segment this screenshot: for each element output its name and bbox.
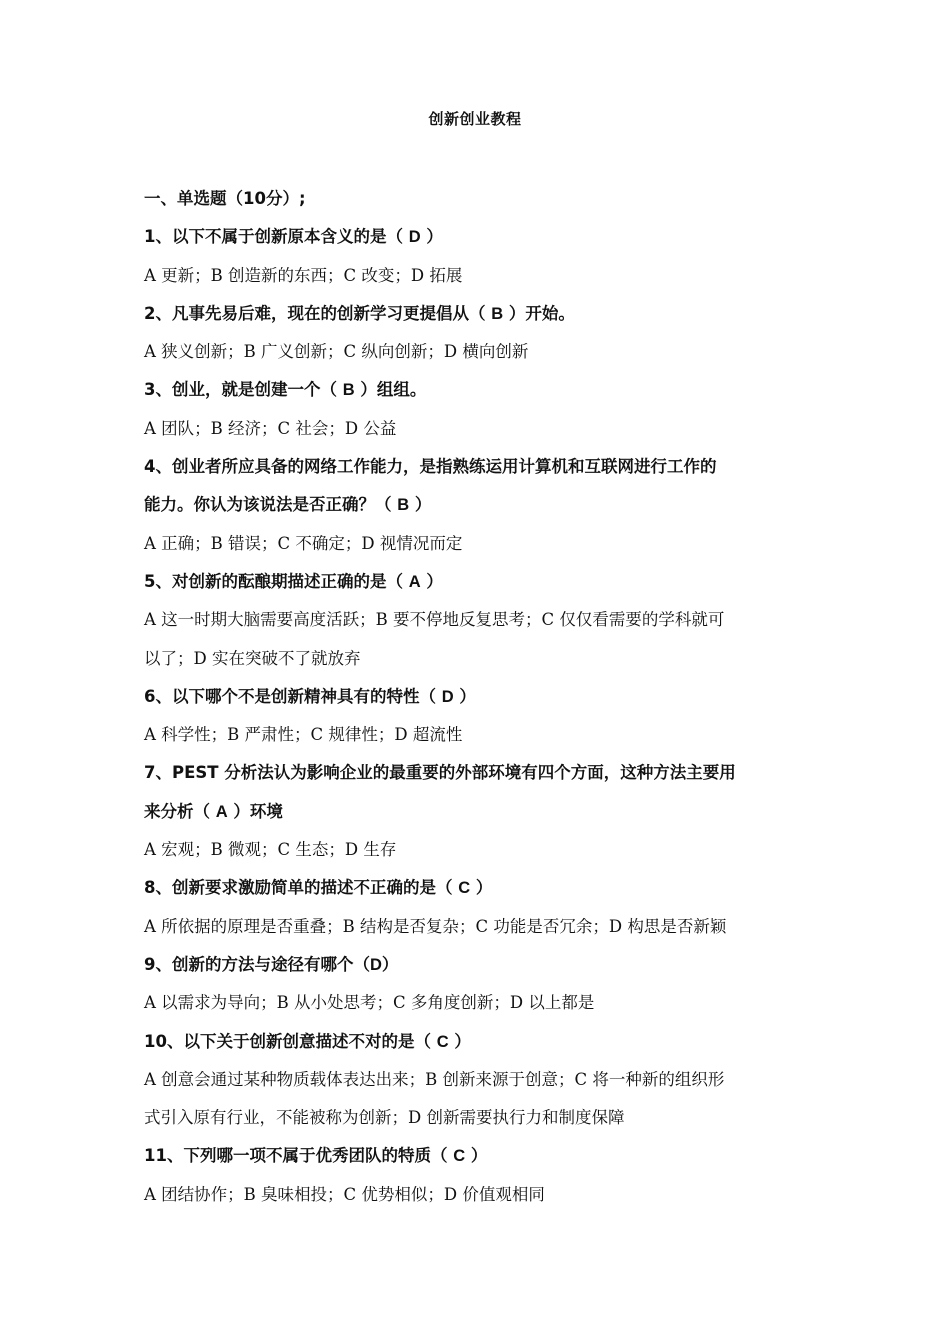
question-block [144,218,816,295]
question-text [144,371,816,409]
question-stem: 来分析（ [144,801,216,821]
question-stem-tail: ） [470,878,493,898]
question-stem: 10、以下关于创新创意描述不对的是（ [144,1031,437,1051]
answer-options: A 团队；B 经济；C 社会；D 公益 [144,418,397,438]
question-stem-tail: ） [453,686,476,706]
question-stem: 1、以下不属于创新原本含义的是（ [144,227,409,247]
question-stem: 11、下列哪一项不属于优秀团队的特质（ [144,1146,454,1166]
answer-letter: D [369,955,382,974]
question-text [144,754,816,792]
answer-options: A 正确；B 错误；C 不确定；D 视情况而定 [144,533,463,553]
question-block [144,448,816,563]
answer-options: A 所依据的原理是否重叠；B 结构是否复杂；C 功能是否冗余；D 构思是否新颖 [144,916,727,936]
question-block [144,563,816,678]
answer-options: 式引入原有行业，不能被称为创新；D 创新需要执行力和制度保障 [144,1108,625,1128]
question-stem: 6、以下哪个不是创新精神具有的特性（ [144,686,442,706]
answer-options: A 宏观；B 微观；C 生态；D 生存 [144,840,397,860]
answer-letter: B [491,304,504,323]
question-stem: 9、创新的方法与途径有哪个（ [144,954,370,974]
question-stem-tail: ） [420,571,443,591]
question-stem: 8、创新要求激励简单的描述不正确的是（ [144,878,459,898]
question-block [144,371,816,448]
question-stem: 3、创业，就是创建一个（ [144,380,343,400]
answer-letter: D [441,687,454,706]
question-text [144,1137,816,1175]
question-stem-tail: ） [409,495,432,515]
question-block [144,754,816,869]
answer-options: 以了；D 实在突破不了就放弃 [144,648,361,668]
question-stem: 5、对创新的酝酿期描述正确的是（ [144,571,409,591]
question-text [144,563,816,601]
question-text [144,678,816,716]
question-block [144,1137,816,1214]
question-stem-tail: ） [381,954,399,974]
question-text [144,218,816,256]
question-text [144,793,816,831]
answer-letter: B [397,496,410,515]
answer-options: A 以需求为导向；B 从小处思考；C 多角度创新；D 以上都是 [144,993,595,1013]
answer-letter: B [342,381,355,400]
question-stem-tail: ） [448,1031,471,1051]
question-stem-tail: ） [420,227,443,247]
question-block [144,869,816,946]
document-body [144,180,816,1214]
question-stem: 7、PEST 分析法认为影响企业的最重要的外部环境有四个方面，这种方法主要用 [144,763,736,783]
answer-options: A 团结协作；B 臭味相投；C 优势相似；D 价值观相同 [144,1184,545,1204]
question-stem-tail: ）环境 [227,801,283,821]
question-stem-tail: ）组组。 [354,380,427,400]
question-stem: 4、创业者所应具备的网络工作能力，是指熟练运用计算机和互联网进行工作的 [144,457,717,477]
document-title: 创新创业教程 [428,110,522,128]
answer-options: A 创意会通过某种物质载体表达出来；B 创新来源于创意；C 将一种新的组织形 [144,1069,725,1089]
question-stem-tail: ）开始。 [503,303,575,323]
question-text [144,1023,816,1061]
question-text [144,448,816,486]
answer-letter: C [453,1147,466,1166]
question-block [144,1023,816,1138]
answer-letter: A [215,802,228,821]
answer-options: A 狭义创新；B 广义创新；C 纵向创新；D 横向创新 [144,342,529,362]
question-stem-tail: ） [465,1146,488,1166]
question-stem: 能力。你认为该说法是否正确？（ [144,495,398,515]
answer-letter: D [408,228,421,247]
question-text [144,295,816,333]
answer-options: A 更新；B 创造新的东西；C 改变；D 拓展 [144,265,463,285]
question-text [144,869,816,907]
question-block [144,946,816,1023]
answer-options: A 这一时期大脑需要高度活跃；B 要不停地反复思考；C 仅仅看需要的学科就可 [144,610,725,630]
question-stem: 2、凡事先易后难，现在的创新学习更提倡从（ [144,303,492,323]
question-block [144,678,816,755]
answer-options: A 科学性；B 严肃性；C 规律性；D 超流性 [144,725,463,745]
question-block [144,295,816,372]
answer-letter: C [458,879,471,898]
answer-letter: C [436,1032,449,1051]
answer-letter: A [408,572,421,591]
question-text [144,946,816,984]
question-text [144,486,816,524]
section-heading: 一、单选题（10分）; [144,189,306,208]
